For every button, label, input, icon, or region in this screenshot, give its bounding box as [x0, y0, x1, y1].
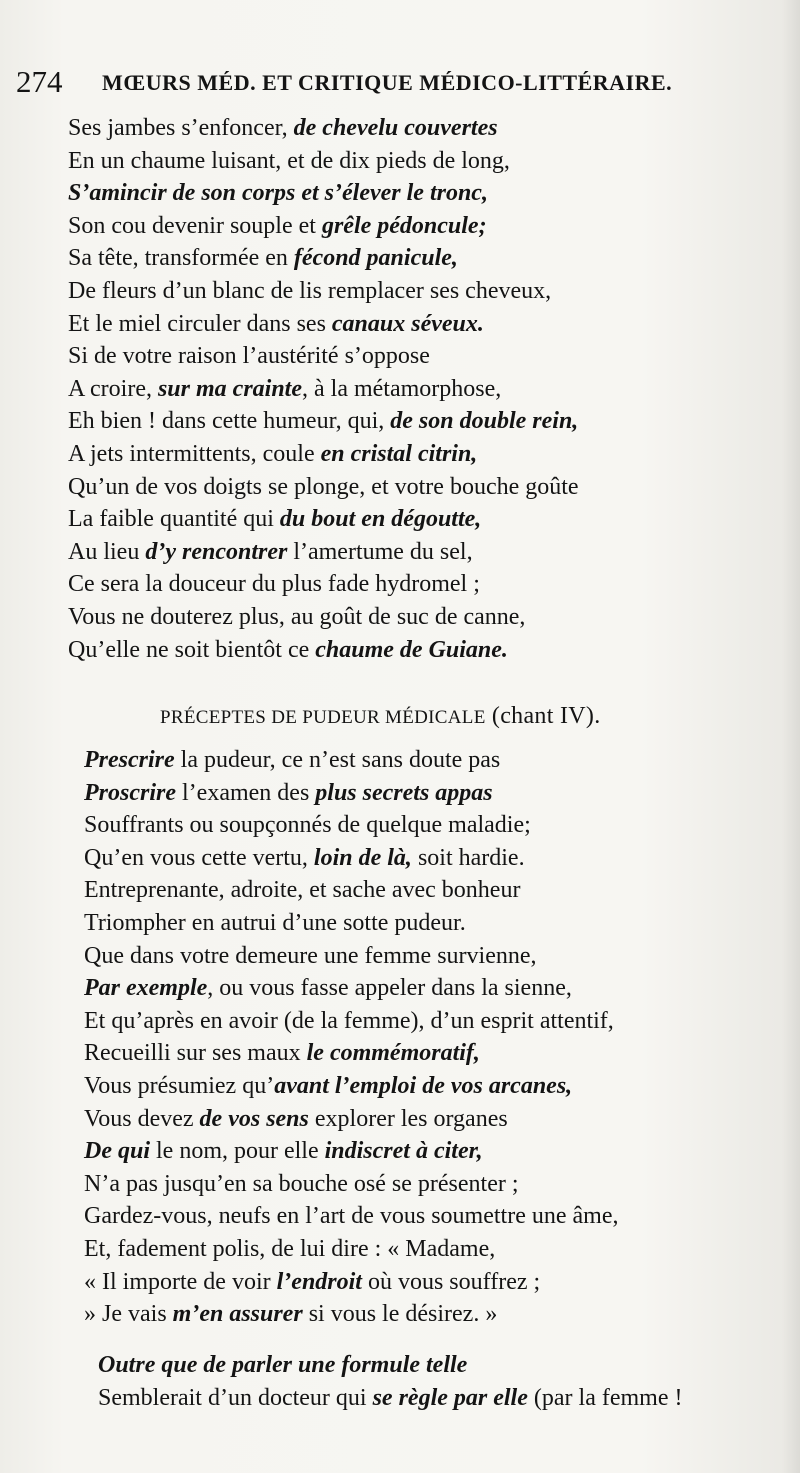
verse-line [68, 112, 579, 145]
verse-line [84, 1266, 618, 1299]
italic-segment: S’amincir de son corps et s’élever le tronc, [68, 180, 488, 207]
verse-line [68, 308, 579, 341]
text-segment: Gardez-vous, neufs en l’art de vous soumettre une âme, [84, 1203, 619, 1230]
text-segment: Qu’en vous cette vertu, [84, 844, 314, 871]
italic-segment: de chevelu couvertes [293, 115, 498, 141]
verse-line [68, 568, 579, 601]
verse-line [84, 1005, 618, 1038]
italic-segment: indiscret à citer, [324, 1138, 483, 1165]
verse-line [68, 405, 579, 438]
verse-line [84, 809, 618, 842]
verse-line [98, 1382, 682, 1415]
verse-line [84, 1103, 618, 1136]
verse-line [68, 340, 579, 373]
text-segment: Ce sera la douceur du plus fade hydromel ; [68, 571, 480, 598]
text-segment: Entreprenante, adroite, et sache avec bonheur [84, 877, 521, 904]
italic-segment: chaume de Guiane. [315, 636, 508, 663]
text-segment: soit hardie. [411, 844, 525, 871]
text-segment: Qu’un de vos doigts se plonge, et votre bouche goûte [68, 473, 579, 500]
text-segment: La faible quantité qui [68, 506, 280, 533]
text-segment: le nom, pour elle [150, 1138, 325, 1165]
final-lines [98, 1349, 682, 1414]
verse-line [68, 438, 579, 471]
verse-line [84, 777, 618, 810]
verse-block-2 [84, 744, 618, 1331]
section-title-text: PRÉCEPTES DE PUDEUR MÉDICALE [160, 707, 486, 728]
text-segment: » Je vais [84, 1301, 173, 1328]
section-title [160, 703, 601, 730]
verse-line [84, 842, 618, 875]
text-segment: où vous souffrez ; [361, 1268, 541, 1295]
verse-line [68, 373, 579, 406]
running-title: MŒURS MÉD. ET CRITIQUE MÉDICO-LITTÉRAIRE. [102, 70, 673, 95]
italic-segment: Prescrire [84, 747, 175, 773]
text-segment: Et le miel circuler dans ses [68, 310, 332, 337]
text-segment: , à la métamorphose, [302, 375, 502, 402]
text-segment: Vous devez [84, 1105, 200, 1132]
italic-segment: De qui [84, 1138, 150, 1165]
verse-line [84, 907, 618, 940]
text-segment: Recueilli sur ses maux [84, 1040, 307, 1067]
italic-segment: fécond panicule, [293, 245, 458, 272]
verse-line [84, 1233, 618, 1266]
verse-line [68, 210, 579, 243]
text-segment: Que dans votre demeure une femme survienne, [84, 942, 537, 969]
page-header [16, 64, 706, 104]
verse-line [68, 634, 579, 667]
verse-line [68, 177, 579, 210]
italic-segment: l’endroit [276, 1268, 362, 1295]
text-segment: Et, fadement polis, de lui dire : « Madame, [84, 1235, 496, 1262]
text-segment: l’examen des [176, 779, 316, 806]
verse-line [68, 601, 579, 634]
text-segment: , ou vous fasse appeler dans la sienne, [207, 975, 572, 1002]
verse-line [68, 275, 579, 308]
text-segment: Son cou devenir souple et [68, 212, 322, 239]
text-segment: Ses jambes s’enfoncer, [68, 115, 294, 141]
text-segment: Semblerait d’un docteur qui [98, 1384, 373, 1411]
verse-line [98, 1349, 682, 1382]
italic-segment: sur ma crainte [157, 375, 302, 402]
text-segment: En un chaume luisant, et de dix pieds de long, [68, 147, 510, 174]
italic-segment: le commémoratif, [306, 1040, 480, 1067]
text-segment: Si de votre raison l’austérité s’oppose [68, 343, 430, 370]
text-segment: Eh bien ! dans cette humeur, qui, [68, 408, 391, 435]
verse-block-1 [68, 112, 579, 666]
text-segment: explorer les organes [308, 1105, 508, 1132]
italic-segment: loin de là, [313, 844, 412, 871]
text-segment: Vous présumiez qu’ [84, 1072, 275, 1099]
italic-segment: avant l’emploi de vos arcanes, [274, 1072, 573, 1099]
verse-line [68, 471, 579, 504]
italic-segment: du bout en dégoutte, [279, 506, 482, 533]
text-segment: Triompher en autrui d’une sotte pudeur. [84, 909, 466, 936]
text-segment: la pudeur, ce n’est sans doute pas [174, 747, 501, 773]
verse-line [68, 503, 579, 536]
verse-line [84, 972, 618, 1005]
page-edge-shadow [782, 0, 800, 1473]
italic-segment: de vos sens [199, 1105, 309, 1132]
italic-segment: se règle par elle [372, 1384, 528, 1411]
italic-segment: en cristal citrin, [320, 440, 478, 467]
verse-line [84, 874, 618, 907]
verse-line [68, 536, 579, 569]
verse-line [68, 242, 579, 275]
italic-segment: Proscrire [84, 779, 176, 806]
verse-line [84, 1070, 618, 1103]
italic-segment: Outre que de parler une formule telle [98, 1352, 468, 1378]
text-segment: De fleurs d’un blanc de lis remplacer ses cheveux, [68, 277, 552, 304]
verse-line [84, 1200, 618, 1233]
text-segment: A croire, [68, 375, 158, 402]
italic-segment: m’en assurer [172, 1301, 303, 1328]
verse-line [84, 1298, 618, 1331]
verse-line [84, 1135, 618, 1168]
text-segment: Souffrants ou soupçonnés de quelque maladie; [84, 812, 531, 839]
text-segment: N’a pas jusqu’en sa bouche osé se présenter ; [84, 1170, 519, 1197]
verse-line [84, 1168, 618, 1201]
text-segment: l’amertume du sel, [287, 538, 473, 565]
italic-segment: plus secrets appas [315, 779, 493, 806]
italic-segment: d’y rencontrer [145, 538, 288, 565]
text-segment: (par la femme ! [527, 1384, 683, 1411]
verse-line [68, 145, 579, 178]
verse-line [84, 1037, 618, 1070]
text-segment: Vous ne douterez plus, au goût de suc de canne, [68, 603, 526, 630]
italic-segment: grêle pédoncule; [321, 212, 487, 239]
page-number: 274 [16, 64, 63, 99]
italic-segment: Par exemple [84, 975, 208, 1002]
text-segment: Et qu’après en avoir (de la femme), d’un esprit attentif, [84, 1007, 614, 1034]
verse-line [84, 744, 618, 777]
text-segment: si vous le désirez. » [302, 1301, 498, 1328]
section-title-tail: (chant IV). [485, 703, 601, 729]
italic-segment: canaux séveux. [331, 310, 484, 337]
text-segment: « Il importe de voir [84, 1268, 277, 1295]
text-segment: Sa tête, transformée en [68, 245, 294, 272]
verse-line [84, 940, 618, 973]
text-segment: A jets intermittents, coule [68, 440, 321, 467]
text-segment: Qu’elle ne soit bientôt ce [68, 636, 316, 663]
text-segment: Au lieu [68, 538, 146, 565]
italic-segment: de son double rein, [390, 408, 579, 435]
